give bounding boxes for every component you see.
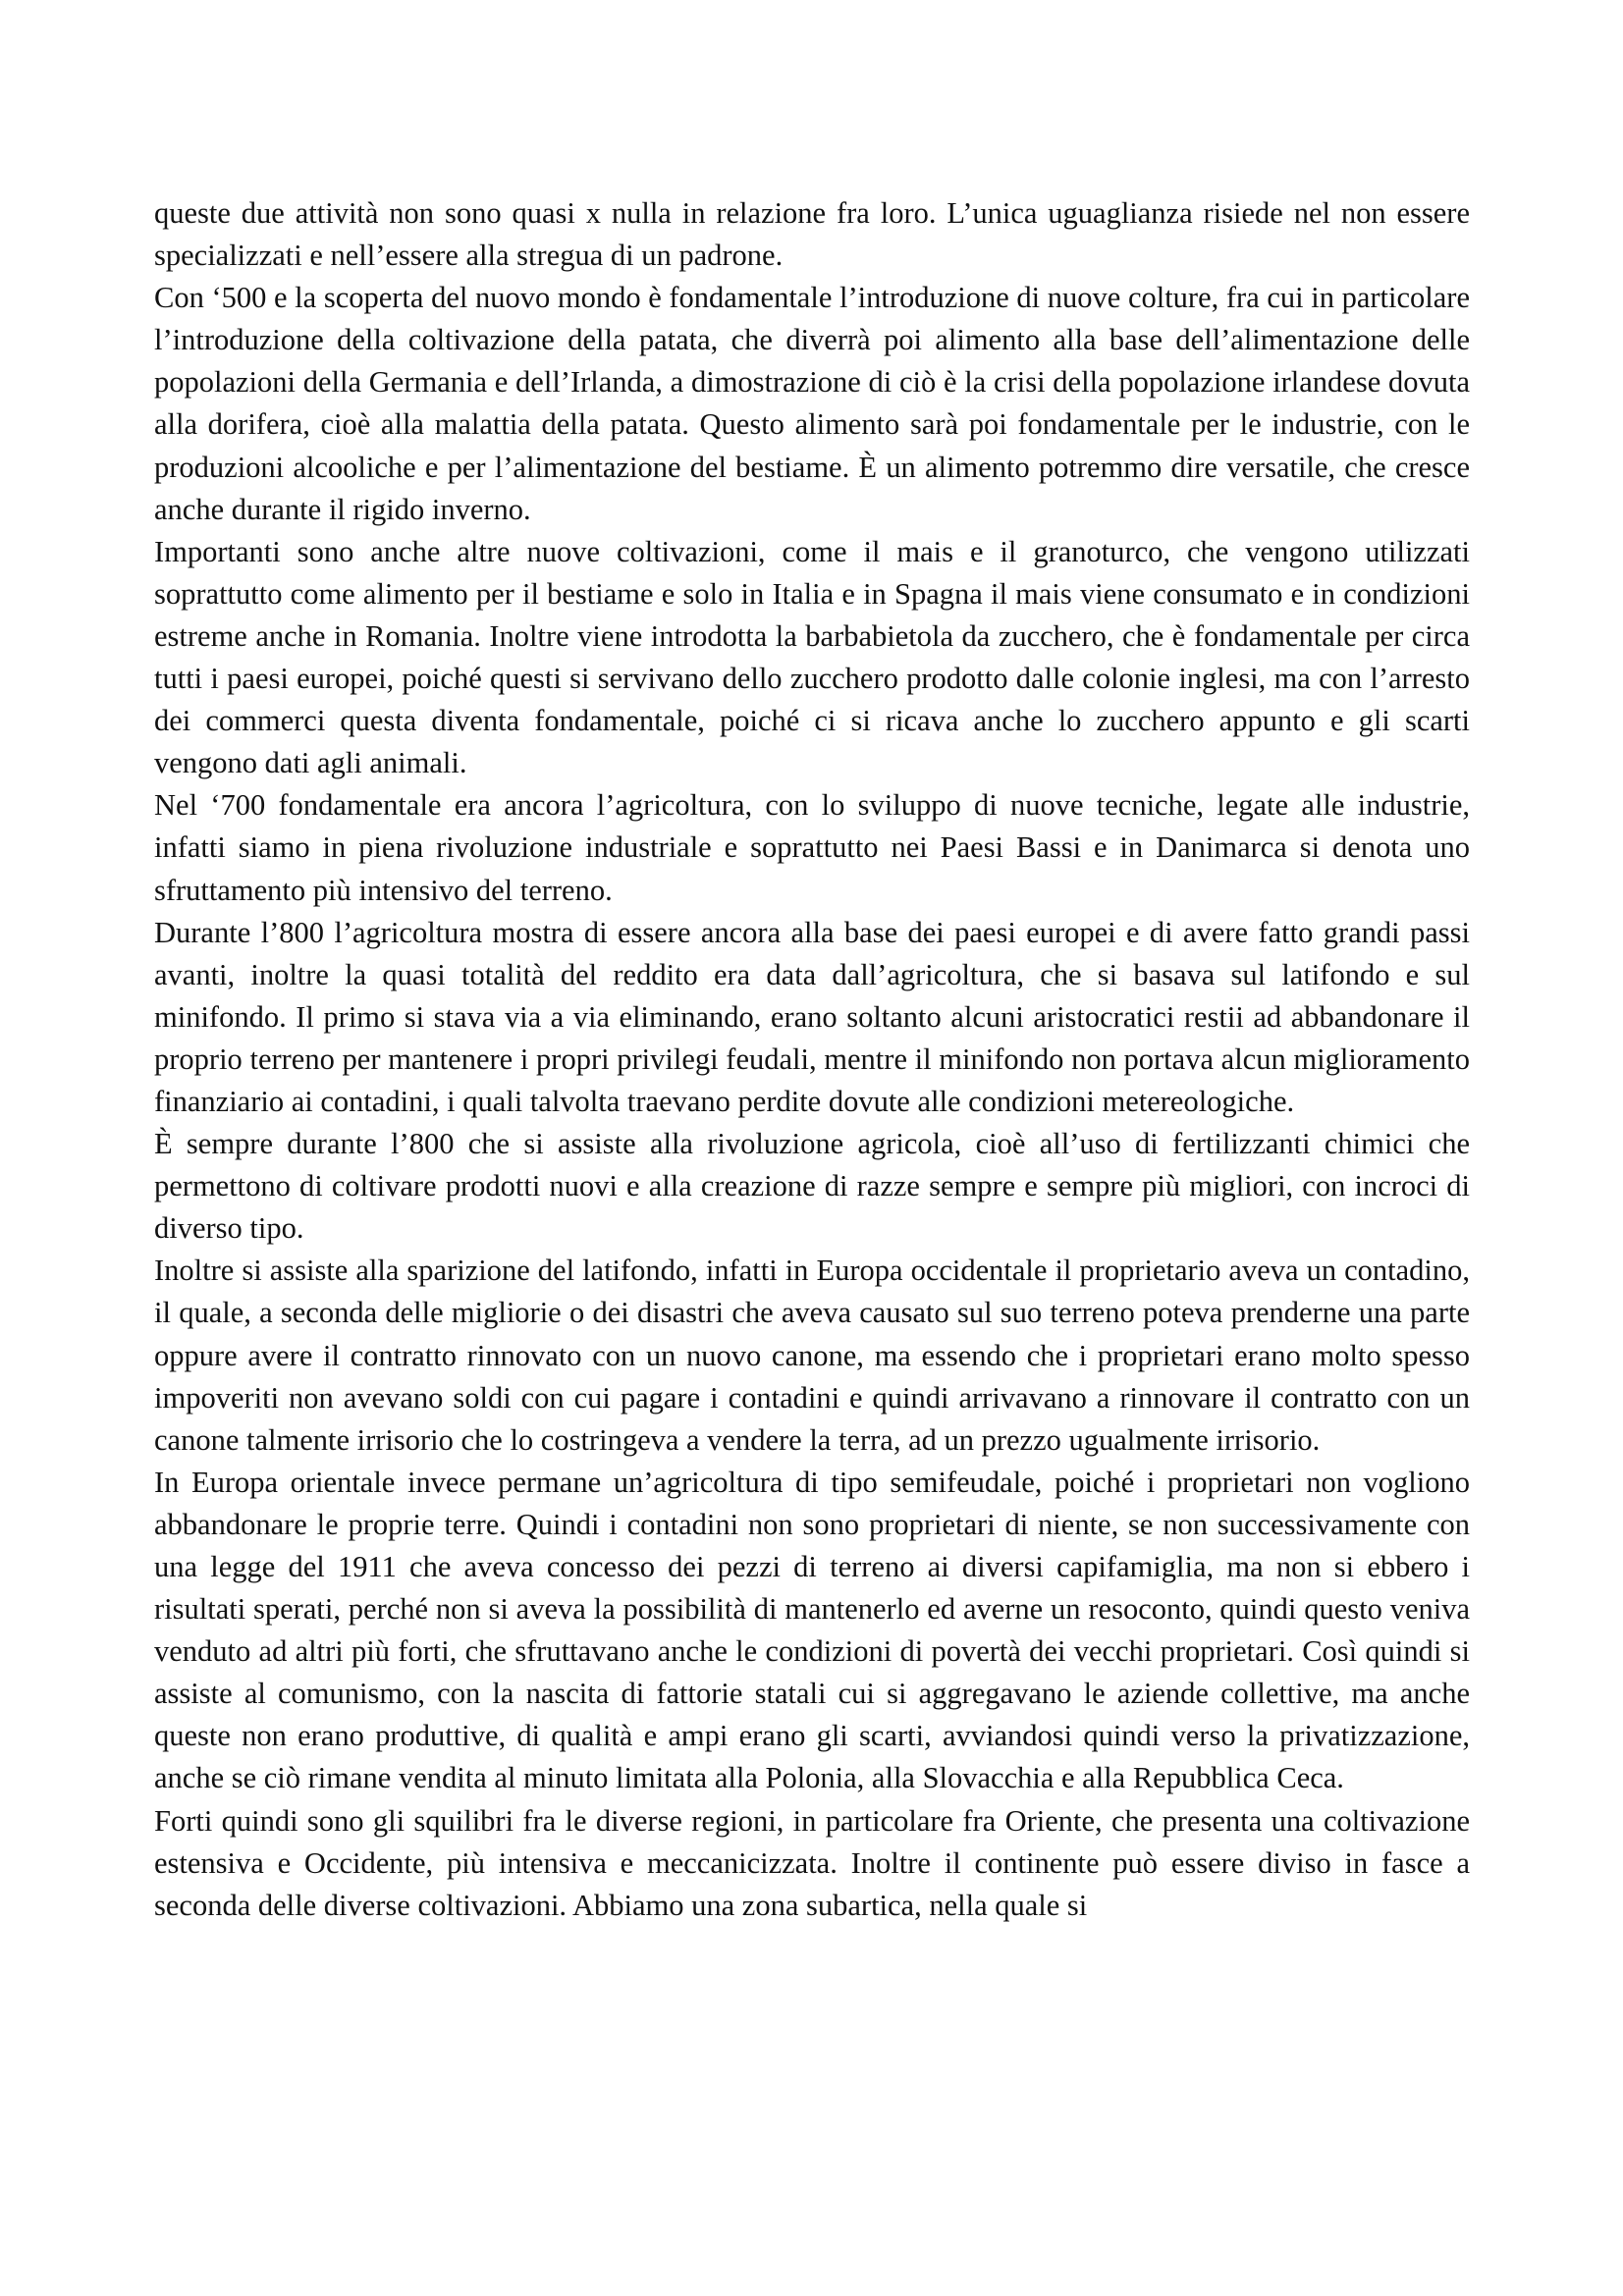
paragraph-2: Con ‘500 e la scoperta del nuovo mondo è fondamentale l’introduzione di nuove colture, fra cui in particolare l’introduzione della coltivazione della patata, che diverrà poi alimento alla base dell’alimentazione delle popolazioni della Germania e dell’Irlanda, a dimostrazione di ciò è la crisi della popolazione irlandese dovuta alla dorifera, cioè alla malattia della patata. Questo alimento sarà poi fondamentale per le industrie, con le produzioni alcooliche e per l’alimentazione del bestiame. È un alimento potremmo dire versatile, che cresce anche durante il rigido inverno. [154, 281, 1470, 526]
paragraph-4: Nel ‘700 fondamentale era ancora l’agricoltura, con lo sviluppo di nuove tecniche, legate alle industrie, infatti siamo in piena rivoluzione industriale e soprattutto nei Paesi Bassi e in Danimarca si denota uno sfruttamento più intensivo del terreno. [154, 788, 1470, 907]
paragraph-1: queste due attività non sono quasi x nulla in relazione fra loro. L’unica uguaglianza risiede nel non essere specializzati e nell’essere alla stregua di un padrone. [154, 196, 1470, 273]
document-body [154, 192, 1470, 1927]
paragraph-9: Forti quindi sono gli squilibri fra le diverse regioni, in particolare fra Oriente, che presenta una coltivazione estensiva e Occidente, più intensiva e meccanicizzata. Inoltre il continente può essere diviso in fasce a seconda delle diverse coltivazioni. Abbiamo una zona subartica, nella quale si [154, 1803, 1470, 1922]
paragraph-6: È sempre durante l’800 che si assiste alla rivoluzione agricola, cioè all’uso di fertilizzanti chimici che permettono di coltivare prodotti nuovi e alla creazione di razze sempre e sempre più migliori, con incroci di diverso tipo. [154, 1127, 1470, 1246]
paragraph-7: Inoltre si assiste alla sparizione del latifondo, infatti in Europa occidentale il proprietario aveva un contadino, il quale, a seconda delle migliorie o dei disastri che aveva causato sul suo terreno poteva prenderne una parte oppure avere il contratto rinnovato con un nuovo canone, ma essendo che i proprietari erano molto spesso impoveriti non avevano soldi con cui pagare i contadini e quindi arrivavano a rinnovare il contratto con un canone talmente irrisorio che lo costringeva a vendere la terra, ad un prezzo ugualmente irrisorio. [154, 1254, 1470, 1457]
paragraph-5: Durante l’800 l’agricoltura mostra di essere ancora alla base dei paesi europei e di avere fatto grandi passi avanti, inoltre la quasi totalità del reddito era data dall’agricoltura, che si basava sul latifondo e sul minifondo. Il primo si stava via a via eliminando, erano soltanto alcuni aristocratici restii ad abbandonare il proprio terreno per mantenere i propri privilegi feudali, mentre il minifondo non portava alcun miglioramento finanziario ai contadini, i quali talvolta traevano perdite dovute alle condizioni metereologiche. [154, 915, 1470, 1118]
paragraph-3: Importanti sono anche altre nuove coltivazioni, come il mais e il granoturco, che vengono utilizzati soprattutto come alimento per il bestiame e solo in Italia e in Spagna il mais viene consumato e in condizioni estreme anche in Romania. Inoltre viene introdotta la barbabietola da zucchero, che è fondamentale per circa tutti i paesi europei, poiché questi si servivano dello zucchero prodotto dalle colonie inglesi, ma con l’arresto dei commerci questa diventa fondamentale, poiché ci si ricava anche lo zucchero appunto e gli scarti vengono dati agli animali. [154, 534, 1470, 780]
paragraph-8: In Europa orientale invece permane un’agricoltura di tipo semifeudale, poiché i proprietari non vogliono abbandonare le proprie terre. Quindi i contadini non sono proprietari di niente, se non successivamente con una legge del 1911 che aveva concesso dei pezzi di terreno ai diversi capifamiglia, ma non si ebbero i risultati sperati, perché non si aveva la possibilità di mantenerlo ed averne un resoconto, quindi questo veniva venduto ad altri più forti, che sfruttavano anche le condizioni di povertà dei vecchi proprietari. Così quindi si assiste al comunismo, con la nascita di fattorie statali cui si aggregavano le aziende collettive, ma anche queste non erano produttive, di qualità e ampi erano gli scarti, avviandosi quindi verso la privatizzazione, anche se ciò rimane vendita al minuto limitata alla Polonia, alla Slovacchia e alla Repubblica Ceca. [154, 1465, 1470, 1795]
